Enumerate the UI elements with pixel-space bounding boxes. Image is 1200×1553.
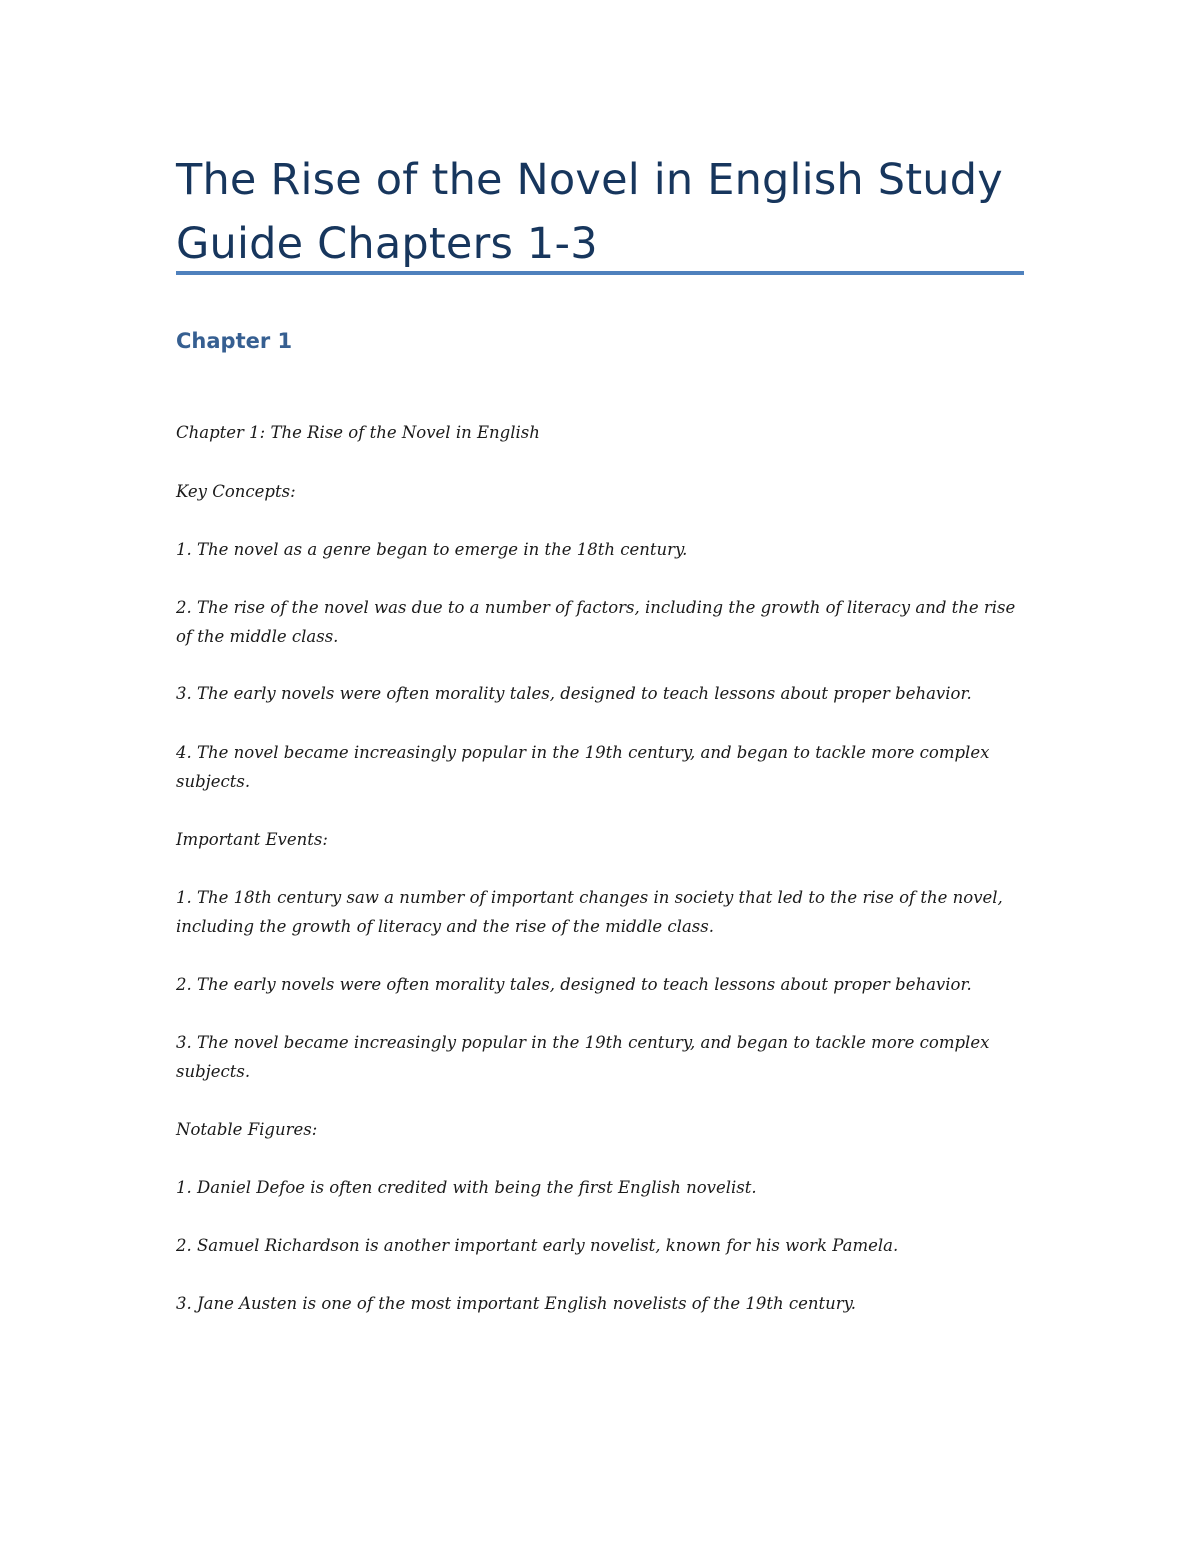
- title-underline-rule: [176, 271, 1024, 275]
- section-label-notable-figures: Notable Figures:: [176, 1120, 318, 1139]
- important-event-item: 1. The 18th century saw a number of important changes in society that led to the rise of the novel, including the growth of literacy and the rise of the middle class.: [176, 888, 1003, 936]
- key-concept-item: 1. The novel as a genre began to emerge in the 18th century.: [176, 540, 688, 559]
- key-concept-item: 4. The novel became increasingly popular in the 19th century, and began to tackle more complex subjects.: [176, 743, 990, 791]
- notable-figure-item: 1. Daniel Defoe is often credited with being the first English novelist.: [176, 1178, 757, 1197]
- important-event-item: 3. The novel became increasingly popular in the 19th century, and began to tackle more complex subjects.: [176, 1033, 990, 1081]
- document-title: The Rise of the Novel in English Study Guide Chapters 1-3: [176, 155, 1003, 269]
- chapter-heading: Chapter 1: [176, 329, 293, 353]
- section-label-key-concepts: Key Concepts:: [176, 482, 296, 501]
- key-concept-item: 3. The early novels were often morality tales, designed to teach lessons about proper behavior.: [176, 684, 972, 703]
- key-concept-item: 2. The rise of the novel was due to a number of factors, including the growth of literacy and the rise of the middle class.: [176, 598, 1016, 646]
- notable-figure-item: 2. Samuel Richardson is another important early novelist, known for his work Pamela.: [176, 1236, 899, 1255]
- notable-figure-item: 3. Jane Austen is one of the most important English novelists of the 19th century.: [176, 1294, 857, 1313]
- section-label-important-events: Important Events:: [176, 830, 328, 849]
- chapter-subtitle: Chapter 1: The Rise of the Novel in English: [176, 423, 540, 442]
- important-event-item: 2. The early novels were often morality tales, designed to teach lessons about proper behavior.: [176, 975, 972, 994]
